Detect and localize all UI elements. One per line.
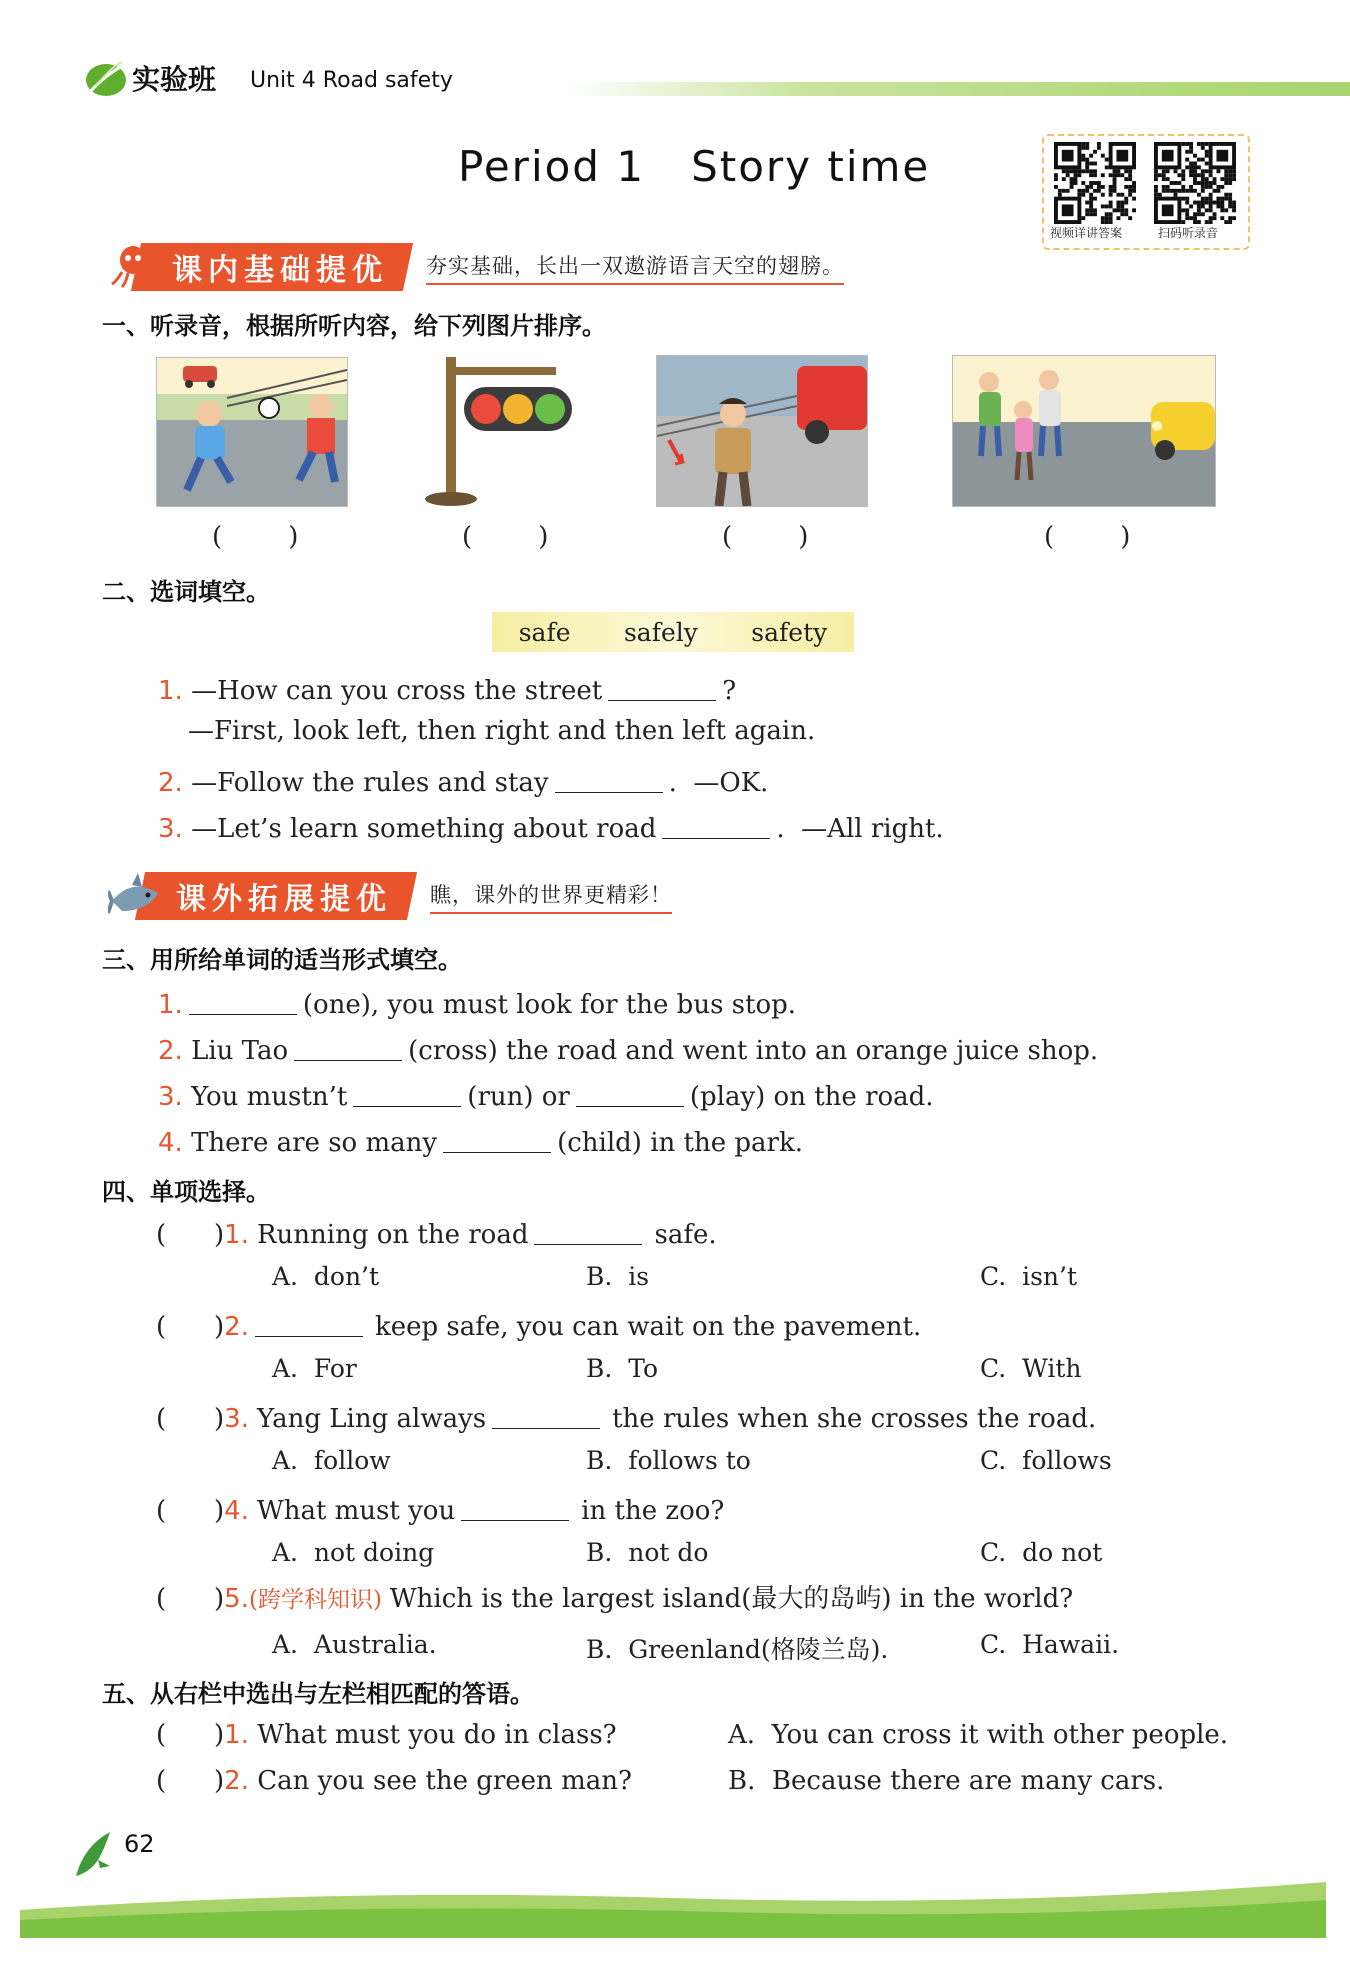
qr-right-caption: 扫码听录音 xyxy=(1158,226,1219,240)
answer-paren-pic3[interactable]: ( ) xyxy=(722,522,809,552)
answer-blank[interactable] xyxy=(576,1080,684,1107)
option-a[interactable]: A. For xyxy=(272,1354,357,1383)
qr-code-audio-icon[interactable] xyxy=(1154,142,1236,224)
part2-item-1: 1. —How can you cross the street ? xyxy=(158,676,737,706)
footer-wave xyxy=(20,1880,1326,1938)
answer-paren[interactable]: ( xyxy=(156,1220,167,1250)
page-number: 62 xyxy=(124,1830,155,1858)
option-c[interactable]: C. Hawaii. xyxy=(980,1630,1120,1659)
part5-heading: 五、从右栏中选出与左栏相匹配的答语。 xyxy=(102,1680,534,1708)
section-banner-extended-note: 瞧，课外的世界更精彩！ xyxy=(430,879,672,914)
page-title: Period 1 Story time xyxy=(458,142,931,191)
option-c[interactable]: C. With xyxy=(980,1354,1082,1383)
part2-heading: 二、选词填空。 xyxy=(102,578,270,606)
option-c[interactable]: C. do not xyxy=(980,1538,1103,1567)
picture-boy-pavement xyxy=(656,355,868,507)
answer-paren[interactable]: ( xyxy=(156,1766,167,1796)
option-a[interactable]: A. don’t xyxy=(272,1262,380,1291)
part4-question: ( )3. Yang Ling always the rules when she crosses the road. xyxy=(156,1404,1097,1434)
part2-item-3: 3. —Let’s learn something about road . —All right. xyxy=(158,814,944,844)
qr-left-caption: 视频详讲答案 xyxy=(1050,226,1123,240)
word-bank xyxy=(492,612,854,652)
answer-paren[interactable]: ( xyxy=(156,1312,167,1342)
part3-item-4: 4. There are so many (child) in the park. xyxy=(158,1128,803,1158)
option-a[interactable]: A. not doing xyxy=(272,1538,435,1567)
picture-traffic-light xyxy=(420,357,580,507)
answer-blank[interactable] xyxy=(353,1080,461,1107)
answer-blank[interactable] xyxy=(294,1034,402,1061)
part5-item-2: ( )2. Can you see the green man? xyxy=(156,1766,632,1796)
answer-paren[interactable]: ( xyxy=(156,1720,167,1750)
picture-football xyxy=(156,357,348,507)
word-bank-item: safety xyxy=(751,617,828,647)
part2-item-1-reply: —First, look left, then right and then left again. xyxy=(188,716,816,746)
section-banner-basic-note: 夯实基础，长出一双遨游语言天空的翅膀。 xyxy=(426,250,844,285)
option-b[interactable]: B. is xyxy=(586,1262,650,1291)
part1-heading: 一、听录音，根据所听内容，给下列图片排序。 xyxy=(102,312,606,340)
answer-blank[interactable] xyxy=(189,988,297,1015)
answer-blank[interactable] xyxy=(492,1402,600,1429)
part4-question: ( )5.(跨学科知识) Which is the largest island(最大的岛屿) in the world? xyxy=(156,1584,1074,1614)
part5-item-1: ( )1. What must you do in class? xyxy=(156,1720,617,1750)
answer-paren-pic4[interactable]: ( ) xyxy=(1044,522,1131,552)
dolphin-icon xyxy=(70,1826,120,1882)
series-name: 实验班 xyxy=(132,63,217,96)
part3-item-2: 2. Liu Tao (cross) the road and went into an orange juice shop. xyxy=(158,1036,1099,1066)
section-banner-extended xyxy=(108,873,672,919)
picture-family-crossing xyxy=(952,355,1216,507)
option-c[interactable]: C. follows xyxy=(980,1446,1112,1475)
qr-panel xyxy=(1042,134,1250,250)
answer-paren[interactable]: ( xyxy=(156,1496,167,1526)
option-b[interactable]: B. Greenland(格陵兰岛). xyxy=(586,1635,889,1664)
answer-paren-pic1[interactable]: ( ) xyxy=(212,522,299,552)
option-b[interactable]: B. follows to xyxy=(586,1446,751,1475)
answer-paren-pic2[interactable]: ( ) xyxy=(462,522,549,552)
part3-item-1: 1. (one), you must look for the bus stop. xyxy=(158,990,797,1020)
answer-blank[interactable] xyxy=(255,1310,363,1337)
answer-blank[interactable] xyxy=(662,812,770,839)
section-banner-basic-label: 课内基础提优 xyxy=(172,253,388,288)
answer-blank[interactable] xyxy=(461,1494,569,1521)
shark-icon xyxy=(108,871,164,921)
option-a[interactable]: A. follow xyxy=(272,1446,391,1475)
word-bank-item: safely xyxy=(623,617,698,647)
qr-code-video-icon[interactable] xyxy=(1054,142,1136,224)
answer-paren[interactable]: ( xyxy=(156,1584,167,1614)
answer-blank[interactable] xyxy=(443,1126,551,1153)
unit-title: Unit 4 Road safety xyxy=(250,68,453,93)
part2-item-2: 2. —Follow the rules and stay . —OK. xyxy=(158,768,769,798)
section-banner-extended-label: 课外拓展提优 xyxy=(176,882,392,917)
part3-heading: 三、用所给单词的适当形式填空。 xyxy=(102,946,462,974)
answer-blank[interactable] xyxy=(608,674,716,701)
part3-item-3: 3. You mustn’t (run) or (play) on the road. xyxy=(158,1082,934,1112)
leaf-logo-icon xyxy=(82,52,132,102)
option-b[interactable]: B. not do xyxy=(586,1538,709,1567)
header-stripe xyxy=(568,82,1350,96)
option-a[interactable]: A. Australia. xyxy=(272,1630,437,1659)
answer-blank[interactable] xyxy=(555,766,663,793)
part4-question: ( )4. What must you in the zoo? xyxy=(156,1496,725,1526)
part4-heading: 四、单项选择。 xyxy=(102,1178,270,1206)
part4-question: ( )1. Running on the road safe. xyxy=(156,1220,717,1250)
part5-item-1-match: A. You can cross it with other people. xyxy=(728,1720,1229,1750)
option-c[interactable]: C. isn’t xyxy=(980,1262,1077,1291)
answer-paren[interactable]: ( xyxy=(156,1404,167,1434)
option-b[interactable]: B. To xyxy=(586,1354,658,1383)
header xyxy=(78,48,1298,108)
part5-item-2-match: B. Because there are many cars. xyxy=(728,1766,1165,1796)
word-bank-item: safe xyxy=(518,617,571,647)
section-banner-basic xyxy=(108,244,844,290)
answer-blank[interactable] xyxy=(534,1218,642,1245)
squid-icon xyxy=(108,242,158,292)
part4-question: ( )2. keep safe, you can wait on the pavement. xyxy=(156,1312,922,1342)
